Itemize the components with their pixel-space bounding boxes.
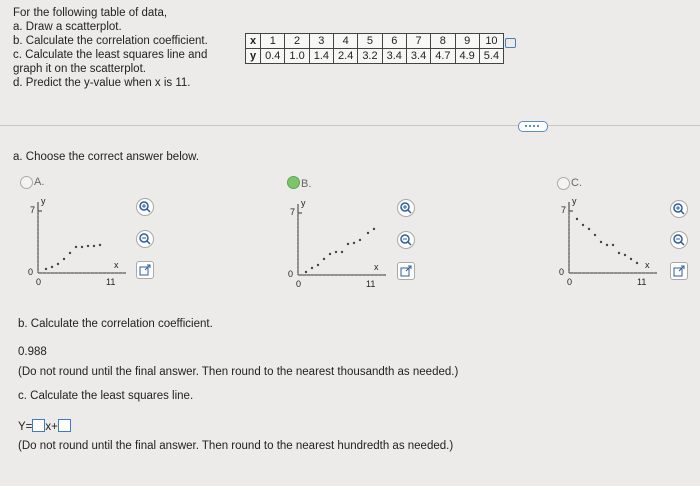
option-b-label: B. bbox=[301, 178, 312, 190]
table-cell: 9 bbox=[455, 34, 479, 49]
prompt-line: For the following table of data, bbox=[13, 7, 168, 19]
option-b-graph[interactable] bbox=[288, 199, 388, 297]
table-cell: 5.4 bbox=[479, 49, 503, 64]
zoom-out-icon[interactable] bbox=[136, 230, 154, 248]
zoom-out-icon[interactable] bbox=[670, 231, 688, 249]
part-b-question: b. Calculate the correlation coefficient. bbox=[18, 318, 213, 330]
table-cell: 4.9 bbox=[455, 49, 479, 64]
correlation-answer: 0.988 bbox=[18, 346, 47, 358]
x-end-label: 11 bbox=[106, 277, 116, 287]
origin-label: 0 bbox=[28, 267, 34, 277]
slope-input[interactable] bbox=[32, 419, 45, 432]
option-c-graph[interactable] bbox=[559, 197, 659, 295]
x-end-label: 11 bbox=[637, 277, 647, 287]
option-c-label: C. bbox=[571, 177, 582, 189]
least-squares-equation bbox=[18, 419, 71, 433]
option-a-graph[interactable] bbox=[28, 197, 128, 295]
question-prompt bbox=[13, 6, 208, 90]
part-c-question: c. Calculate the least squares line. bbox=[18, 390, 194, 402]
x-origin-label: 0 bbox=[36, 277, 42, 287]
table-row-x bbox=[246, 34, 504, 49]
table-cell: 1.0 bbox=[285, 49, 309, 64]
origin-label: 0 bbox=[288, 269, 294, 279]
table-cell: 4.7 bbox=[431, 49, 455, 64]
table-header-y: y bbox=[246, 49, 261, 64]
y-tick-label: 7 bbox=[290, 207, 296, 217]
table-cell: 1 bbox=[261, 34, 285, 49]
option-b-radio[interactable] bbox=[287, 176, 300, 189]
table-cell: 2.4 bbox=[334, 49, 358, 64]
points-b bbox=[305, 228, 375, 273]
table-cell: 6 bbox=[382, 34, 406, 49]
expand-more-button[interactable] bbox=[518, 121, 548, 132]
points-a bbox=[45, 244, 101, 270]
prompt-line: c. Calculate the least squares line and bbox=[13, 49, 208, 61]
external-link-icon[interactable] bbox=[397, 262, 415, 280]
table-header-x: x bbox=[246, 34, 261, 49]
external-link-icon[interactable] bbox=[136, 261, 154, 279]
axis-x-label: x bbox=[114, 260, 119, 270]
prompt-line: b. Calculate the correlation coefficient. bbox=[13, 35, 208, 47]
axis-x-label: x bbox=[645, 260, 650, 270]
table-cell: 5 bbox=[358, 34, 382, 49]
origin-label: 0 bbox=[559, 267, 565, 277]
table-row-y bbox=[246, 49, 504, 64]
table-cell: 2 bbox=[285, 34, 309, 49]
table-cell: 0.4 bbox=[261, 49, 285, 64]
table-cell: 10 bbox=[479, 34, 503, 49]
intercept-input[interactable] bbox=[58, 419, 71, 432]
x-end-label: 11 bbox=[366, 279, 376, 289]
axis-y-label: y bbox=[41, 196, 46, 206]
rounding-note-c: (Do not round until the final answer. Then round to the nearest hundredth as needed.) bbox=[18, 440, 454, 452]
axis-x-label: x bbox=[374, 262, 379, 272]
table-cell: 1.4 bbox=[309, 49, 333, 64]
section-divider bbox=[0, 125, 700, 126]
equation-middle: x+ bbox=[45, 421, 58, 433]
external-link-icon[interactable] bbox=[670, 262, 688, 280]
table-cell: 3.4 bbox=[382, 49, 406, 64]
option-a-radio[interactable] bbox=[20, 176, 33, 189]
axis-y-label: y bbox=[301, 198, 306, 208]
table-cell: 3.4 bbox=[406, 49, 430, 64]
option-a-label: A. bbox=[34, 176, 45, 188]
zoom-in-icon[interactable] bbox=[397, 199, 415, 217]
table-cell: 4 bbox=[334, 34, 358, 49]
y-tick-label: 7 bbox=[561, 205, 567, 215]
zoom-in-icon[interactable] bbox=[136, 198, 154, 216]
rounding-note-b: (Do not round until the final answer. Then round to the nearest thousandth as needed.) bbox=[18, 366, 459, 378]
equation-prefix: Y= bbox=[18, 421, 33, 433]
x-origin-label: 0 bbox=[296, 279, 302, 289]
prompt-line: graph it on the scatterplot. bbox=[13, 63, 146, 75]
prompt-line: a. Draw a scatterplot. bbox=[13, 21, 122, 33]
zoom-out-icon[interactable] bbox=[397, 231, 415, 249]
option-c-radio[interactable] bbox=[557, 177, 570, 190]
zoom-in-icon[interactable] bbox=[670, 200, 688, 218]
table-cell: 7 bbox=[406, 34, 430, 49]
copy-table-icon[interactable] bbox=[505, 38, 516, 48]
table-cell: 3.2 bbox=[358, 49, 382, 64]
axis-y-label: y bbox=[572, 196, 577, 206]
table-cell: 3 bbox=[309, 34, 333, 49]
data-table bbox=[245, 33, 504, 64]
y-tick-label: 7 bbox=[30, 205, 36, 215]
points-c bbox=[576, 218, 638, 264]
part-a-question: a. Choose the correct answer below. bbox=[13, 151, 200, 163]
table-cell: 8 bbox=[431, 34, 455, 49]
prompt-line: d. Predict the y-value when x is 11. bbox=[13, 77, 191, 89]
x-origin-label: 0 bbox=[567, 277, 573, 287]
